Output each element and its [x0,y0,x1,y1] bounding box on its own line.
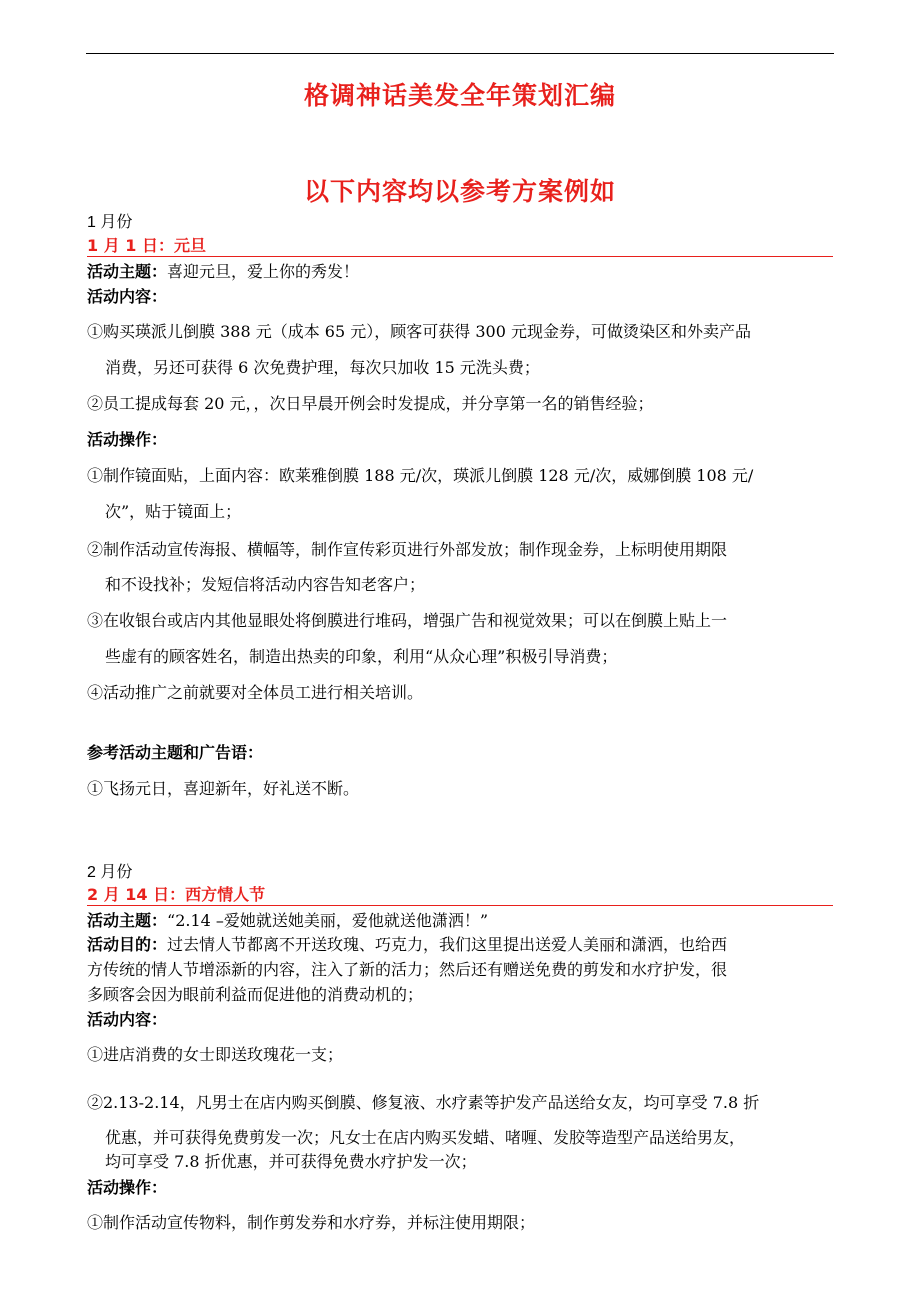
month-label-jan: 1 月份 [87,214,133,231]
content-item-2c: 均可享受 7.8 折优惠，并可获得免费水疗护发一次； [105,1152,477,1171]
ref-item-1: ①飞扬元日，喜迎新年，好礼送不断。 [87,779,360,798]
content-item-2a: ②2.13-2.14，凡男士在店内购买倒膜、修复液、水疗素等护发产品送给女友，均可享受 7.8 折 [87,1093,760,1112]
purpose-text-c: 多顾客会因为眼前利益而促进他的消费动机的； [87,985,424,1004]
document-title: 格调神话美发全年策划汇编 [303,81,616,110]
purpose-text: 过去情人节都离不开送玫瑰、巧克力，我们这里提出送爱人美丽和潇洒，也给西 [167,935,728,954]
theme-text: “2.14 –爱她就送她美丽，爱他就送他潇洒！” [167,911,489,930]
ops-item-2b: 和不设找补；发短信将活动内容告知老客户； [105,575,426,594]
purpose-label: 活动目的： [87,935,168,954]
ops-item-4: ④活动推广之前就要对全体员工进行相关培训。 [87,683,424,702]
month-label-feb: 2 月份 [87,864,133,881]
purpose-line-feb [87,935,727,955]
purpose-text-b: 方传统的情人节增添新的内容，注入了新的活力；然后还有赠送免费的剪发和水疗护发，很 [87,960,728,979]
date-heading-feb: 2 月 14 日：西方情人节 [87,885,833,906]
ops-item-1: ①制作活动宣传物料，制作剪发券和水疗券，并标注使用期限； [87,1213,536,1232]
theme-label: 活动主题： [87,911,168,930]
ops-item-3a: ③在收银台或店内其他显眼处将倒膜进行堆码，增强广告和视觉效果；可以在倒膜上贴上一 [87,611,728,630]
theme-line-jan [87,262,359,282]
ops-label-feb: 活动操作： [87,1178,168,1197]
ops-item-1b: 次”，贴于镜面上； [105,502,242,521]
ops-item-3b: 些虚有的顾客姓名，制造出热卖的印象，利用“从众心理”积极引导消费； [105,647,618,666]
content-item-1: ①进店消费的女士即送玫瑰花一支； [87,1045,344,1064]
theme-label: 活动主题： [87,262,168,281]
content-label-feb: 活动内容： [87,1010,168,1029]
content-item-1a: ①购买瑛派儿倒膜 388 元（成本 65 元），顾客可获得 300 元现金券，可做烫染区和外卖产品 [87,322,751,341]
top-rule [86,53,834,54]
ops-item-1a: ①制作镜面贴，上面内容：欧莱雅倒膜 188 元/次，瑛派儿倒膜 128 元/次，威娜倒膜 108 元/ [87,466,754,485]
content-label-jan: 活动内容： [87,287,168,306]
content-item-2: ②员工提成每套 20 元，，次日早晨开例会时发提成，并分享第一名的销售经验； [87,394,654,413]
ref-label-jan: 参考活动主题和广告语： [87,743,264,762]
theme-line-feb [87,911,488,931]
date-heading-jan: 1 月 1 日：元旦 [87,236,833,257]
document-subtitle: 以下内容均以参考方案例如 [303,177,616,206]
theme-text: 喜迎元旦，爱上你的秀发！ [167,262,360,281]
ops-item-2a: ②制作活动宣传海报、横幅等，制作宣传彩页进行外部发放；制作现金券，上标明使用期限 [87,540,728,559]
ops-label-jan: 活动操作： [87,430,168,449]
content-item-1b: 消费，另还可获得 6 次免费护理，每次只加收 15 元洗头费； [105,358,540,377]
content-item-2b: 优惠，并可获得免费剪发一次；凡女士在店内购买发蜡、啫喱、发胶等造型产品送给男友， [105,1128,746,1147]
